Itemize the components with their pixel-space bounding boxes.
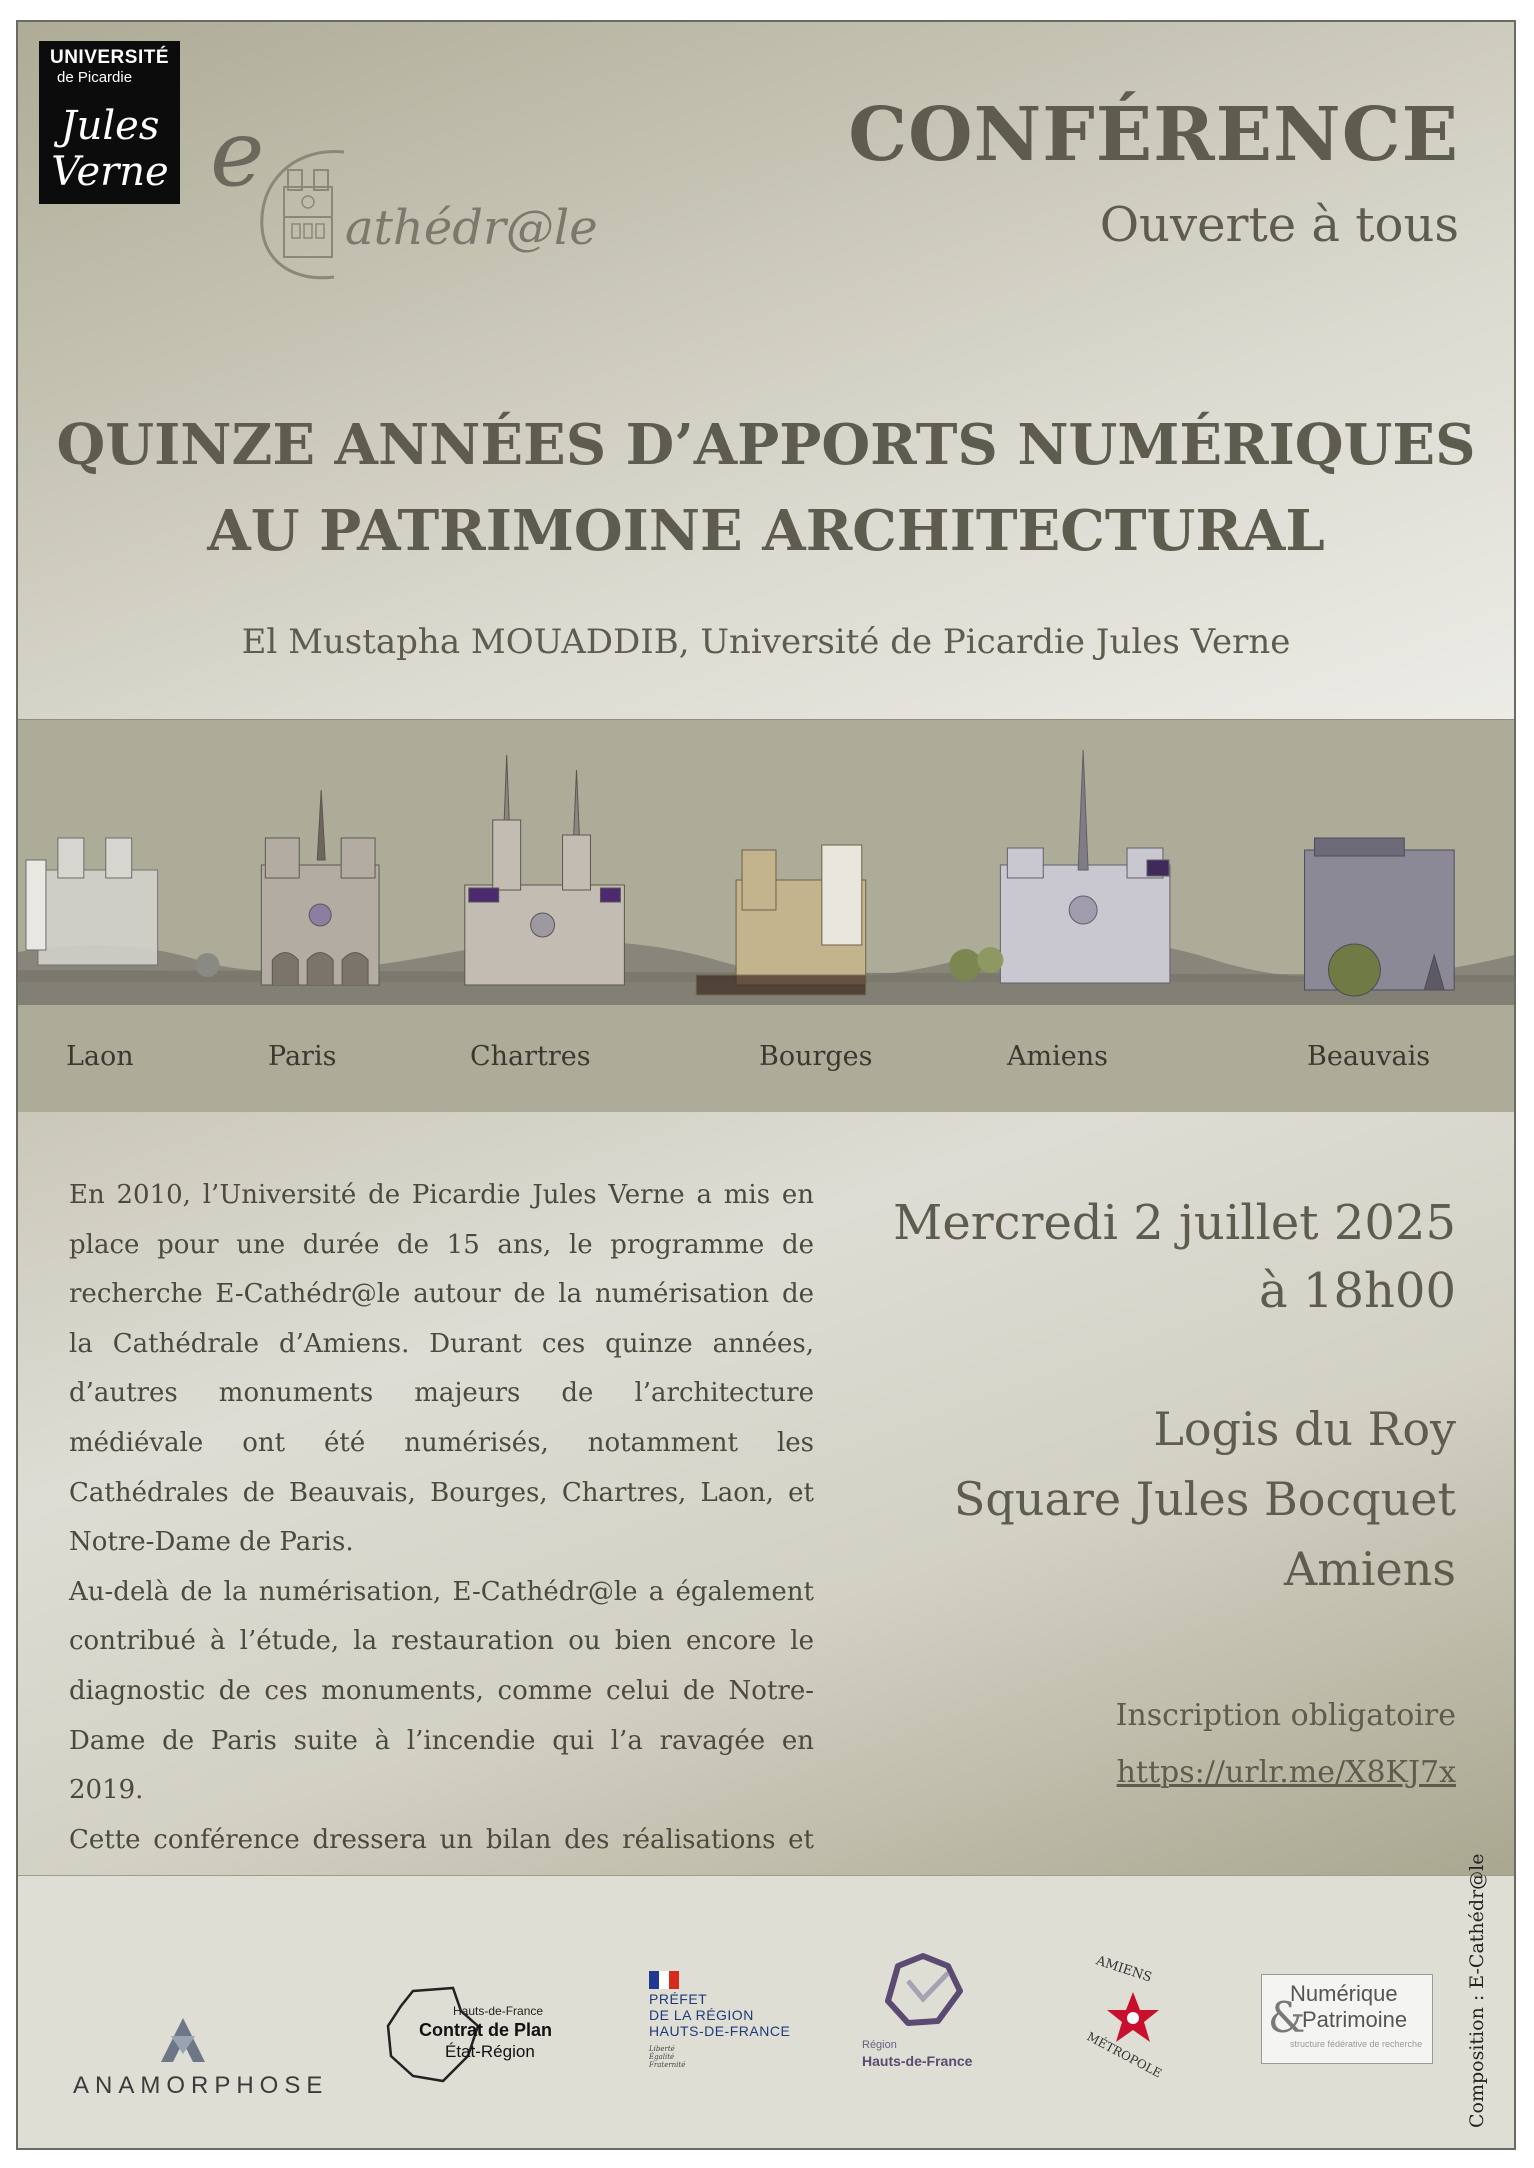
composition-credit: Composition : E-Cathédr@le	[1466, 1853, 1488, 2128]
universite-picardie-logo	[39, 41, 180, 204]
prefet-line: PRÉFET	[649, 1991, 708, 2007]
univ-logo-script: Jules Verne	[51, 103, 169, 195]
amiens-metropole-logo	[1073, 1953, 1193, 2081]
event-date: Mercredi 2 juillet 2025	[893, 1195, 1456, 1251]
ecat-logo-word: athédr@le	[345, 200, 598, 256]
numerique-patrimoine-logo	[1261, 1974, 1433, 2064]
cathedral-facade-icon	[254, 142, 354, 287]
region-main-text: Hauts-de-France	[862, 2053, 973, 2069]
paris-notre-dame	[261, 790, 379, 985]
anamorphose-logo	[73, 2016, 329, 2106]
anamorphose-icon	[153, 2016, 213, 2066]
description-paragraph: En 2010, l’Université de Picardie Jules Verne a mis en place pour une durée de 15 ans, le programme de recherche E-Cathédr@le autour de la numérisation de la Cathédrale d’Amiens. Durant ces quinze années, d’autres monuments majeurs de l’architecture médiévale ont été numérisés, notamment les Cathédrales de Beauvais, Bourges, Chartres, Laon, et Notre-Dame de Paris.	[69, 1180, 814, 1558]
talk-title-line1: QUINZE ANNÉES D’APPORTS NUMÉRIQUES	[56, 412, 1476, 478]
numpat-line2: Patrimoine	[1302, 2007, 1408, 2032]
description-text	[69, 1171, 814, 1915]
amiens-star-icon	[1103, 1990, 1163, 2046]
registration-label: Inscription obligatoire	[1115, 1698, 1456, 1733]
region-small-text: Région	[862, 2039, 897, 2051]
motto-line: Fraternité	[649, 2061, 686, 2069]
beauvais-cathedral	[1305, 838, 1455, 996]
motto-line: Égalité	[649, 2053, 675, 2061]
prefet-motto	[649, 2045, 685, 2069]
venue-address: Square Jules Bocquet	[953, 1472, 1456, 1526]
univ-logo-line1: UNIVERSITÉ	[49, 47, 170, 68]
registration-link[interactable]: https://urlr.me/X8KJ7x	[1116, 1755, 1456, 1790]
chartres-cathedral	[465, 755, 625, 985]
description-paragraph: Cette conférence dressera un bilan des réalisations et	[69, 1824, 814, 1855]
univ-logo-line2: de Picardie	[57, 69, 133, 86]
contrat-main-text: Contrat de Plan	[419, 2020, 553, 2040]
speaker-line: El Mustapha MOUADDIB, Université de Picardie Jules Verne	[241, 622, 1291, 662]
venue-name: Logis du Roy	[1153, 1402, 1456, 1456]
prefet-region-logo	[633, 1971, 803, 2091]
amiens-bottom-text: MÉTROPOLE	[1084, 2029, 1165, 2081]
talk-title	[18, 402, 1514, 574]
event-time: à 18h00	[1259, 1263, 1456, 1319]
numpat-ampersand: &	[1268, 1993, 1306, 2042]
prefet-line: HAUTS-DE-FRANCE	[649, 2023, 791, 2039]
numpat-small-text: structure fédérative de recherche	[1290, 2039, 1423, 2049]
cathedral-band	[18, 719, 1514, 1113]
laon-cathedral	[26, 838, 158, 965]
amiens-cathedral	[1000, 750, 1170, 983]
talk-title-line2: AU PATRIMOINE ARCHITECTURAL	[207, 498, 1325, 564]
motto-line: Liberté	[649, 2045, 675, 2053]
city-label-paris: Paris	[268, 1041, 337, 1072]
prefet-title	[649, 1991, 790, 2039]
anamorphose-text: ANAMORPHOSE	[73, 2072, 329, 2099]
venue-city: Amiens	[1283, 1542, 1456, 1596]
region-map-icon	[878, 1951, 968, 2031]
cathedral-pointcloud-image	[18, 720, 1514, 1025]
partners-footer	[18, 1875, 1514, 2150]
city-label-chartres: Chartres	[470, 1041, 591, 1072]
poster-frame	[16, 20, 1516, 2150]
description-paragraph: Au-delà de la numérisation, E-Cathédr@le a également contribué à l’étude, la restauration ou bien encore le diagnostic de ces monuments, comme celui de Notre-Dame de Paris suite à l’incendie qui l’a ravagée en 2019.	[69, 1576, 814, 1806]
city-label-beauvais: Beauvais	[1307, 1041, 1431, 1072]
header-section	[18, 22, 1514, 719]
city-label-bourges: Bourges	[759, 1041, 873, 1072]
conference-subtitle: Ouverte à tous	[1099, 197, 1459, 253]
contrat-small-text: Hauts-de-France	[453, 2004, 544, 2018]
ecat-logo-e: e	[210, 100, 265, 207]
amiens-top-text: AMIENS	[1094, 1953, 1154, 1986]
contrat-de-plan-logo	[383, 1986, 563, 2096]
prefet-line: DE LA RÉGION	[649, 2007, 754, 2023]
e-cathedrale-logo	[210, 100, 640, 287]
city-label-laon: Laon	[66, 1041, 134, 1072]
french-flag-icon	[649, 1971, 679, 1989]
contrat-sub-text: État-Région	[445, 2042, 535, 2061]
city-label-amiens: Amiens	[1007, 1041, 1108, 1072]
numpat-line1: Numérique	[1290, 1981, 1398, 2006]
conference-title: CONFÉRENCE	[848, 92, 1459, 178]
region-hauts-de-france-logo	[858, 1951, 988, 2081]
